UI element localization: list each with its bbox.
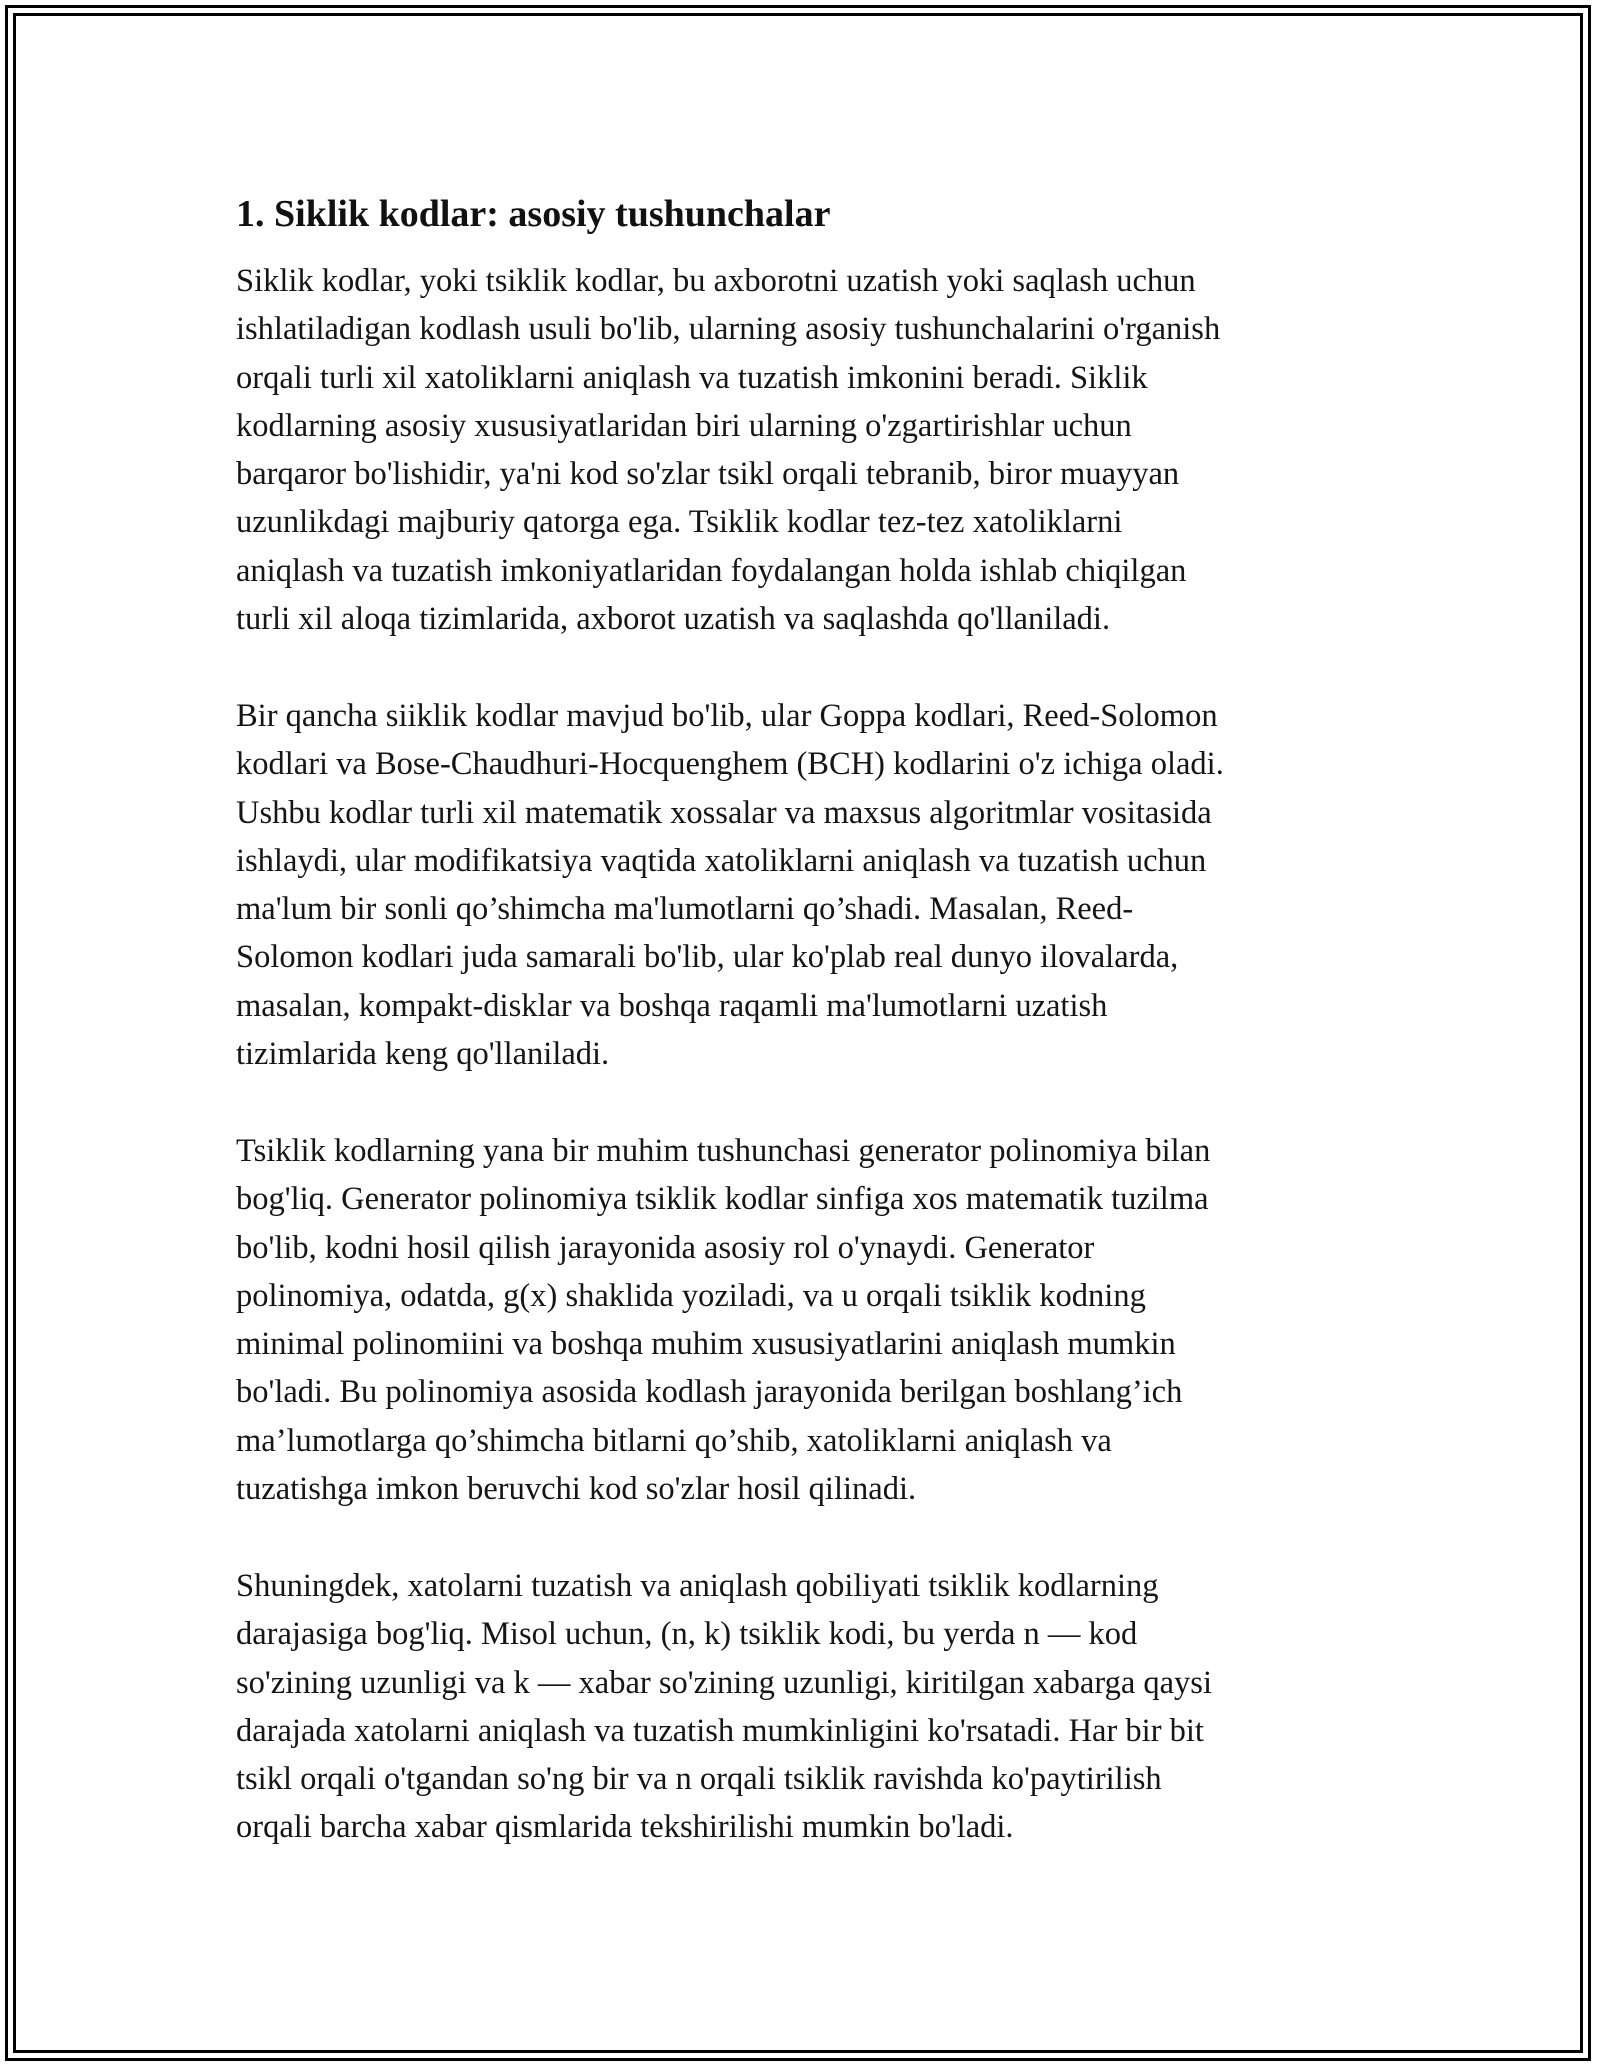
text-line: tizimlarida keng qo'llaniladi. [236, 1036, 610, 1073]
text-line: so'zining uzunligi va k — xabar so'zining uzunligi, kiritilgan xabarga qaysi [236, 1664, 1212, 1701]
text-line: minimal polinomiini va boshqa muhim xususiyatlarini aniqlash mumkin [236, 1326, 1176, 1363]
text-line: Ushbu kodlar turli xil matematik xossalar va maxsus algoritmlar vositasida [236, 794, 1212, 831]
text-line: kodlarning asosiy xususiyatlaridan biri ularning o'zgartirishlar uchun [236, 407, 1132, 444]
text-line: barqaror bo'lishidir, ya'ni kod so'zlar tsikl orqali tebranib, biror muayyan [236, 456, 1180, 493]
text-line: ishlaydi, ular modifikatsiya vaqtida xatoliklarni aniqlash va tuzatish uchun [236, 842, 1207, 879]
text-line: darajada xatolarni aniqlash va tuzatish mumkinligini ko'rsatadi. Har bir bit [236, 1712, 1204, 1749]
text-line: turli xil aloqa tizimlarida, axborot uzatish va saqlashda qo'llaniladi. [236, 601, 1111, 638]
text-line: darajasiga bog'liq. Misol uchun, (n, k) tsiklik kodi, bu yerda n — kod [236, 1616, 1138, 1653]
paragraph-4 [236, 1562, 1356, 1852]
text-line: uzunlikdagi majburiy qatorga ega. Tsiklik kodlar tez-tez xatoliklarni [236, 504, 1123, 541]
text-line: ishlatiladigan kodlash usuli bo'lib, ularning asosiy tushunchalarini o'rganish [236, 311, 1221, 348]
document-body [236, 185, 1356, 1900]
text-line: masalan, kompakt-disklar va boshqa raqamli ma'lumotlarni uzatish [236, 987, 1108, 1024]
text-line: ma'lum bir sonli qo’shimcha ma'lumotlarni qo’shadi. Masalan, Reed- [236, 891, 1134, 928]
text-line: kodlari va Bose-Chaudhuri-Hocquenghem (BCH) kodlarini o'z ichiga oladi. [236, 746, 1224, 783]
text-line: bo'lib, kodni hosil qilish jarayonida asosiy rol o'ynaydi. Generator [236, 1229, 1095, 1266]
text-line: Bir qancha siiklik kodlar mavjud bo'lib, ular Goppa kodlari, Reed-Solomon [236, 697, 1218, 734]
text-line: ma’lumotlarga qo’shimcha bitlarni qo’shib, xatoliklarni aniqlash va [236, 1422, 1112, 1459]
paragraph-3 [236, 1127, 1356, 1513]
text-line: tsikl orqali o'tgandan so'ng bir va n orqali tsiklik ravishda ko'paytirilish [236, 1761, 1162, 1798]
text-line: Tsiklik kodlarning yana bir muhim tushunchasi generator polinomiya bilan [236, 1132, 1211, 1169]
paragraph-2 [236, 692, 1356, 1078]
text-line: Siklik kodlar, yoki tsiklik kodlar, bu axborotni uzatish yoki saqlash uchun [236, 263, 1196, 299]
text-line: bog'liq. Generator polinomiya tsiklik kodlar sinfiga xos matematik tuzilma [236, 1181, 1209, 1218]
text-line: orqali turli xil xatoliklarni aniqlash va tuzatish imkonini beradi. Siklik [236, 359, 1148, 396]
text-line: Shuningdek, xatolarni tuzatish va aniqlash qobiliyati tsiklik kodlarning [236, 1567, 1159, 1604]
text-line: aniqlash va tuzatish imkoniyatlaridan foydalangan holda ishlab chiqilgan [236, 552, 1187, 589]
text-line: orqali barcha xabar qismlarida tekshirilishi mumkin bo'ladi. [236, 1809, 1014, 1846]
paragraph-1 [236, 257, 1356, 643]
text-line: Solomon kodlari juda samarali bo'lib, ular ko'plab real dunyo ilovalarda, [236, 939, 1179, 976]
text-line: bo'ladi. Bu polinomiya asosida kodlash jarayonida berilgan boshlang’ich [236, 1374, 1183, 1411]
text-line: polinomiya, odatda, g(x) shaklida yoziladi, va u orqali tsiklik kodning [236, 1277, 1146, 1314]
text-line: tuzatishga imkon beruvchi kod so'zlar hosil qilinadi. [236, 1471, 917, 1508]
section-heading: 1. Siklik kodlar: asosiy tushunchalar [236, 193, 831, 235]
